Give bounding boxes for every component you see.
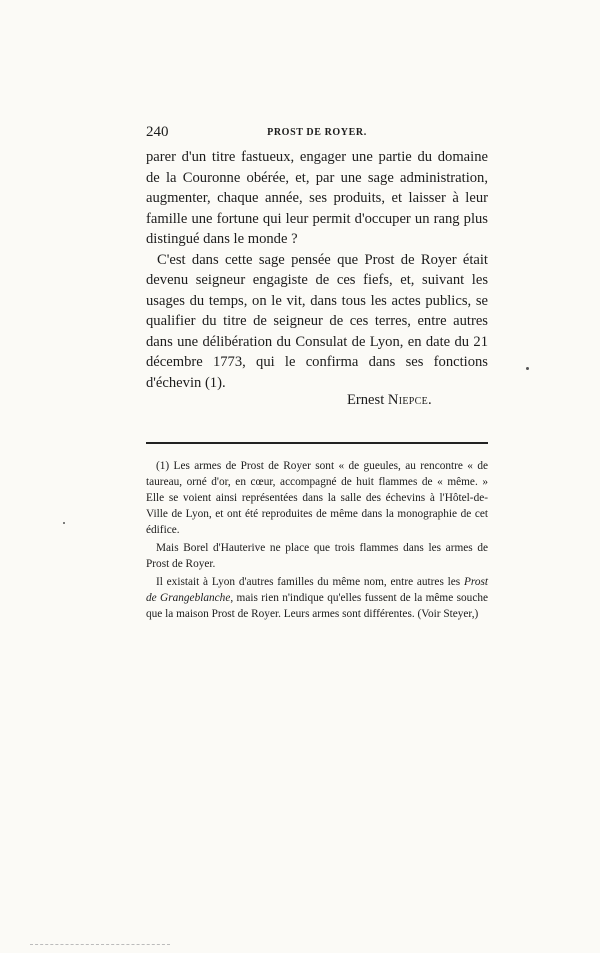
page-header [146, 124, 488, 144]
footnotes [146, 458, 488, 624]
page-number: 240 [146, 124, 169, 140]
paper-speck [526, 367, 529, 370]
footnote-1: (1) Les armes de Prost de Royer sont « de gueules, au rencontre « de taureau, orné d'or, en cœur, accompagné de huit flammes de « même. » Elle se voient ainsi représentées dans la salle des échevins à l'Hôtel-de-Ville de Lyon, et ont été reproduites de même dans la monographie de cet édifice. [146, 460, 488, 536]
author-first-name: Ernest [346, 392, 385, 408]
footnote-divider [146, 442, 488, 444]
running-title: PROST DE ROYER. [267, 127, 367, 138]
paragraph-1: parer d'un titre fastueux, engager une partie du domaine de la Couronne obérée, et, par une sage administration, augmenter, chaque année, ses produits, et laisser à leur famille une fortune qui leur permit d'occuper un rang plus distingué dans le monde ? [146, 149, 488, 247]
main-text [146, 147, 488, 393]
author-last-name: Niepce. [387, 392, 432, 408]
footnote-3 [146, 574, 488, 622]
footnote-3-italic: Prost de Grangeblanche [146, 576, 488, 604]
footnote-3-end: , mais rien n'indique qu'elles fussent de la même souche que la maison Prost de Royer. Leurs armes sont différentes. (Voir Steyer,) [146, 592, 488, 620]
page-edge-marks [30, 944, 170, 947]
paragraph-2: C'est dans cette sage pensée que Prost de Royer était devenu seigneur engagiste de ces fiefs, et, suivant les usages du temps, on le vit, dans tous les actes publics, se qualifier du titre de seigneur de ces terres, entre autres dans une délibération du Consulat de Lyon, en date du 21 décembre 1773, qui le confirma dans ses fonctions d'échevin (1). [146, 251, 488, 391]
author-signature [146, 392, 488, 409]
footnote-2: Mais Borel d'Hauterive ne place que trois flammes dans les armes de Prost de Royer. [146, 542, 488, 570]
footnote-3-start: Il existait à Lyon d'autres familles du même nom, entre autres les [156, 576, 461, 588]
paper-speck [63, 522, 65, 524]
